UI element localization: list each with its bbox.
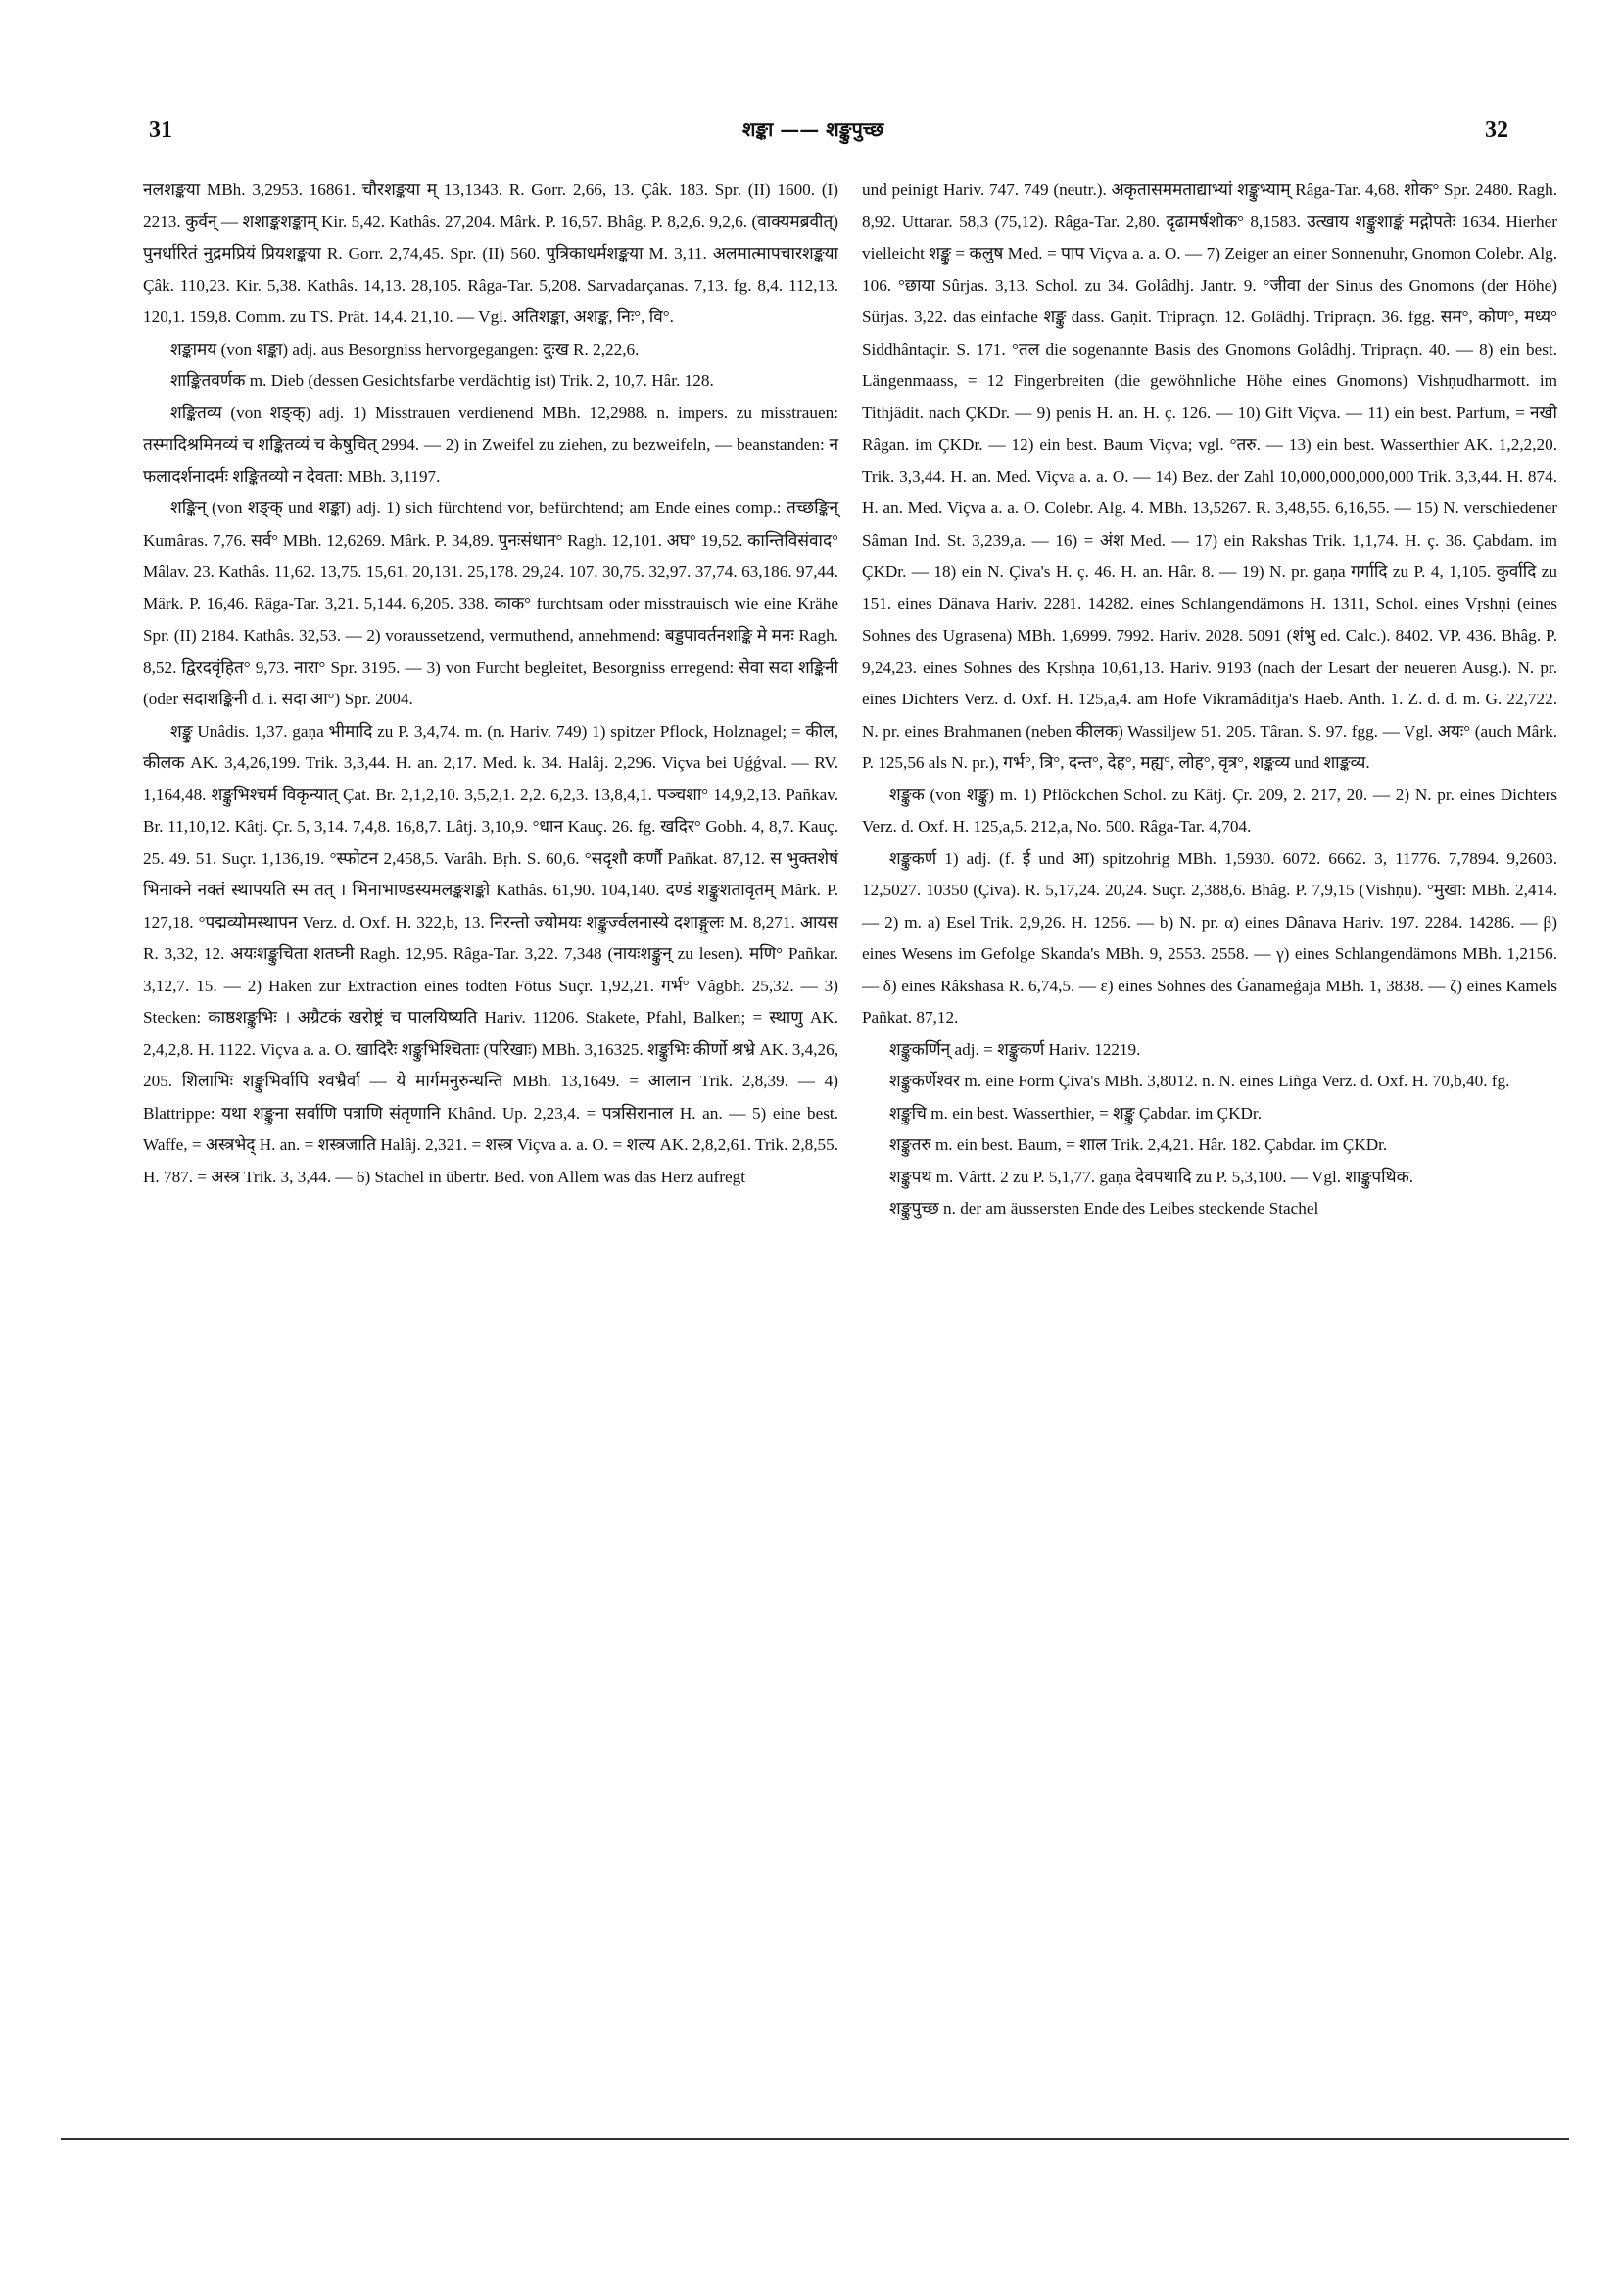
entry-text: शङ्कुकर्णेश्वर m. eine Form Çiva's MBh. 3,8012. n. N. eines Liñga Verz. d. Oxf. H. 70,b,40. fg. (889, 1072, 1510, 1090)
entry-text: शङ्कुक (von शङ्कु) m. 1) Pflöckchen Schol. zu Kâtj. Çr. 209, 2. 217, 20. — 2) N. pr. eines Dichters Verz. d. Oxf. H. 125,a,5. 212,a, No. 500. Râga-Tar. 4,704. (862, 785, 1557, 836)
footer-rule (61, 2138, 1569, 2140)
entry-text: शङ्कुकर्णिन् adj. = शङ्कुकर्ण Hariv. 12219. (889, 1039, 1141, 1059)
entry-text: शङ्कुपथ m. Vârtt. 2 zu P. 5,1,77. gaṇa देवपथादि zu P. 5,3,100. — Vgl. शाङ्कुपथिक. (889, 1167, 1414, 1186)
entry-text: शङ्कितव्य (von शङ्क्) adj. 1) Misstrauen verdienend MBh. 12,2988. n. impers. zu misstrauen: तस्मादिश्रमिनव्यं च शङ्कितव्यं च केषुचित् 2994. — 2) in Zweifel zu ziehen, zu bezweifeln, — beanstanden: न फलादर्शनादर्मः शङ्कितव्यो न देवता: MBh. 3,1197. (143, 403, 838, 486)
entry-text: शङ्कुतरु m. ein best. Baum, = शाल Trik. 2,4,21. Hâr. 182. Çabdar. im ÇKDr. (889, 1135, 1388, 1154)
page-number-right: 32 (1485, 118, 1508, 143)
left-column (143, 174, 838, 1193)
entry-text: नलशङ्कया MBh. 3,2953. 16861. चौरशङ्कया म् 13,1343. R. Gorr. 2,66, 13. Çâk. 183. Spr. (II) 1600. (I) 2213. कुर्वन् — शशाङ्कशङ्काम् Kir. 5,42. Kathâs. 27,204. Mârk. P. 16,57. Bhâg. P. 8,2,6. 9,2,6. (वाक्यमब्रवीत्) पुनर्धारितं नुद्रमप्रियं प्रियशङ्कया R. Gorr. 2,74,45. Spr. (II) 560. पुत्रिकाधर्मशङ्कया M. 3,11. अलमात्मापचारशङ्कया Çâk. 110,23. Kir. 5,38. Kathâs. 14,13. 28,105. Râga-Tar. 5,208. Sarvadarçanas. 7,13. fg. 8,4. 112,13. 120,1. 159,8. Comm. zu TS. Prât. 14,4. 21,10. — Vgl. अतिशङ्का, अशङ्क, निः°, वि°. (143, 180, 838, 326)
running-head: शङ्का —— शङ्कुपुच्छ (741, 118, 884, 141)
entry-text: शङ्कामय (von शङ्का) adj. aus Besorgniss hervorgegangen: दुःख R. 2,22,6. (170, 339, 640, 359)
entry-text: und peinigt Hariv. 747. 749 (neutr.). अकृतासममताद्याभ्यां शङ्कुभ्याम् Râga-Tar. 4,68. शोक° Spr. 2480. Ragh. 8,92. Uttarar. 58,3 (75,12). Râga-Tar. 2,80. दृढामर्षशोक° 8,1583. उत्खाय शङ्कुशाङ्कं मद्गोपतेः 1634. Hierher vielleicht शङ्कु = कलुष Med. = पाप Viçva a. a. O. — 7) Zeiger an einer Sonnenuhr, Gnomon Colebr. Alg. 106. °छाया Sûrjas. 3,13. Schol. zu 34. Golâdhj. Jantr. 9. °जीवा der Sinus des Gnomons (der Höhe) Sûrjas. 3,22. das einfache शङ्कु dass. Gaṇit. Tripraçn. 12. Golâdhj. Tripraçn. 36. fgg. सम°, कोण°, मध्य° Siddhântaçir. S. 171. °तल die sogenannte Basis des Gnomons Golâdhj. Tripraçn. 40. — 8) ein best. Längenmaass, = 12 Fingerbreiten (die gewöhnliche Höhe eines Gnomons) Vishṇudharmott. im Tithjâdit. nach ÇKDr. — 9) penis H. an. H. ç. 126. — 10) Gift Viçva. — 11) ein best. Parfum, = नखी Râgan. im ÇKDr. — 12) ein best. Baum Viçva; vgl. °तरु. — 13) ein best. Wasserthier AK. 1,2,2,20. Trik. 3,3,44. H. an. Med. Viçva a. a. O. — 14) Bez. der Zahl 10,000,000,000,000 Trik. 3,3,44. H. 874. H. an. Med. Viçva a. a. O. Colebr. Alg. 4. MBh. 13,5267. R. 3,48,55. 6,16,55. — 15) N. verschiedener Sâman Ind. St. 3,239,a. — 16) = अंश Med. — 17) ein Rakshas Trik. 1,1,74. H. ç. 36. Çabdam. im ÇKDr. — 18) ein N. Çiva's H. ç. 46. H. an. Hâr. 8. — 19) N. pr. gaṇa गर्गादि zu P. 4, 1,105. कुर्वादि zu 151. eines Dânava Hariv. 2281. 14282. eines Schlangendämons H. 1311, Schol. eines Vṛshṇi (eines Sohnes des Ugrasena) MBh. 1,6999. 7992. Hariv. 2028. 5091 (शंभु ed. Calc.). 8402. VP. 436. Bhâg. P. 9,24,23. eines Sohnes des Kṛshṇa 10,61,13. Hariv. 9193 (nach der Lesart der neueren Ausg.). N. pr. eines Dichters Verz. d. Oxf. H. 125,a,4. am Hofe Vikramâditja's Haeb. Anth. 1. Z. d. d. m. G. 22,722. N. pr. eines Brahmanen (neben कीलक) Wassiljew 51. 205. Târan. S. 97. fgg. — Vgl. अयः° (auch Mârk. P. 125,56 als N. pr.), गर्भ°, त्रि°, दन्त°, देह°, मह्य°, लोह°, वृत्र°, शङ्कव्य und शाङ्कव्य. (862, 180, 1557, 772)
entry-text: शङ्किन् (von शङ्क् und शङ्का) adj. 1) sich fürchtend vor, befürchtend; am Ende eines comp.: तच्छङ्किन् Kumâras. 7,76. सर्व° MBh. 12,6269. Mârk. P. 34,89. पुनःसंधान° Ragh. 12,101. अघ° 19,52. कान्तिविसंवाद° Mâlav. 23. Kathâs. 11,62. 13,75. 15,61. 20,131. 25,178. 29,24. 107. 30,75. 32,97. 37,74. 63,186. 97,44. Mârk. P. 16,46. Râga-Tar. 3,21. 5,144. 6,205. 338. काक° furchtsam oder misstrauisch wie eine Krähe Spr. (II) 2184. Kathâs. 32,53. — 2) voraussetzend, vermuthend, annehmend: बड्डपावर्तनशङ्कि मे मनः Ragh. 8,52. द्विरदवृंहित° 9,73. नारा° Spr. 3195. — 3) von Furcht begleitet, Besorgniss erregend: सेवा सदा शङ्किनी (oder सदाशङ्किनी d. i. सदा आ°) Spr. 2004. (143, 499, 838, 708)
entry-text: शङ्कु Unâdis. 1,37. gaṇa भीमादि zu P. 3,4,74. m. (n. Hariv. 749) 1) spitzer Pflock, Holznagel; = कील, कीलक AK. 3,4,26,199. Trik. 3,3,44. H. an. 2,17. Med. k. 34. Halâj. 2,296. Viçva bei Uǵǵval. — RV. 1,164,48. शङ्कुभिश्चर्म विकृन्यात् Çat. Br. 2,1,2,10. 3,5,2,1. 2,2. 6,2,3. 13,8,4,1. पञ्चशा° 14,9,2,13. Pañkav. Br. 11,10,12. Kâtj. Çr. 5, 3,14. 7,4,8. 16,8,7. Lâtj. 3,10,9. °धान Kauç. 26. fg. खदिर° Gobh. 4, 8,7. Kauç. 25. 49. 51. Suçr. 1,136,19. °स्फोटन 2,458,5. Varâh. Bṛh. S. 60,6. °सदृशौ कर्णौ Pañkat. 87,12. स भुक्तशेषं भिनाक्ने नक्तं स्थापयति स्म तत् । भिनाभाण्डस्यमलङ्कशङ्को Kathâs. 61,90. 104,140. दण्डं शङ्कुशतावृतम् Mârk. P. 127,18. °पद्मव्योमस्थापन Verz. d. Oxf. H. 322,b, 13. निरन्तो ज्योमयः शङ्कुर्ज्वलनास्ये दशाङ्गुलः M. 8,271. आयस R. 3,32, 12. अयःशङ्कुचिता शतघ्नी Ragh. 12,95. Râga-Tar. 3,22. 7,348 (नायःशङ्कुन् zu lesen). मणि° Pañkar. 3,12,7. 15. — 2) Haken zur Extraction eines todten Fötus Suçr. 1,92,21. गर्भ° Vâgbh. 25,32. — 3) Stecken: काष्ठशङ्कुभिः । अग्रैटकं खरोष्ट्रं च पालयिष्यति Hariv. 11206. Stakete, Pfahl, Balken; = स्थाणु AK. 2,4,2,8. H. 1122. Viçva a. a. O. खादिरैः शङ्कुभिश्चिताः (परिखाः) MBh. 3,16325. शङ्कुभिः कीर्णो श्रभ्रे AK. 3,4,26, 205. शिलाभिः शङ्कुभिर्वापि श्वभ्रैर्वा — ये मार्गमनुरुन्धन्ति MBh. 13,1649. = आलान Trik. 2,8,39. — 4) Blattrippe: यथा शङ्कुना सर्वाणि पत्राणि संतृणानि Khând. Up. 2,23,4. = पत्रसिरानाल H. an. — 5) eine best. Waffe, = अस्त्रभेद् H. an. = शस्त्रजाति Halâj. 2,321. = शस्त्र Viçva a. a. O. = शल्य AK. 2,8,2,61. Trik. 2,8,55. H. 787. = अस्त्र Trik. 3, 3,44. — 6) Stachel in übertr. Bed. von Allem was das Herz aufregt (143, 721, 838, 1186)
right-column (862, 174, 1557, 1225)
entry-text: शङ्कुकर्ण 1) adj. (f. ई und आ) spitzohrig MBh. 1,5930. 6072. 6662. 3, 11776. 7,7894. 9,2603. 12,5027. 10350 (Çiva). R. 5,17,24. 20,24. Suçr. 2,388,6. Bhâg. P. 7,9,15 (Vishṇu). °मुखा: MBh. 2,414. — 2) m. a) Esel Trik. 2,9,26. H. 1256. — b) N. pr. α) eines Dânava Hariv. 197. 2284. 14286. — β) eines Wesens im Gefolge Skanda's MBh. 9, 2553. 2558. — γ) eines Schlangendämons MBh. 1,2156. — δ) eines Râkshasa R. 6,74,5. — ε) eines Sohnes des Ġanameǵaja MBh. 1, 3838. — ζ) eines Kamels Pañkat. 87,12. (862, 848, 1557, 1027)
entry-text: शङ्कुचि m. ein best. Wasserthier, = शङ्कु Çabdar. im ÇKDr. (889, 1103, 1262, 1123)
entry-text: शाङ्कितवर्णक m. Dieb (dessen Gesichtsfarbe verdächtig ist) Trik. 2, 10,7. Hâr. 128. (170, 371, 714, 390)
page-number-left: 31 (149, 118, 172, 143)
entry-text: शङ्कुपुच्छ n. der am äussersten Ende des Leibes steckende Stachel (889, 1199, 1319, 1218)
